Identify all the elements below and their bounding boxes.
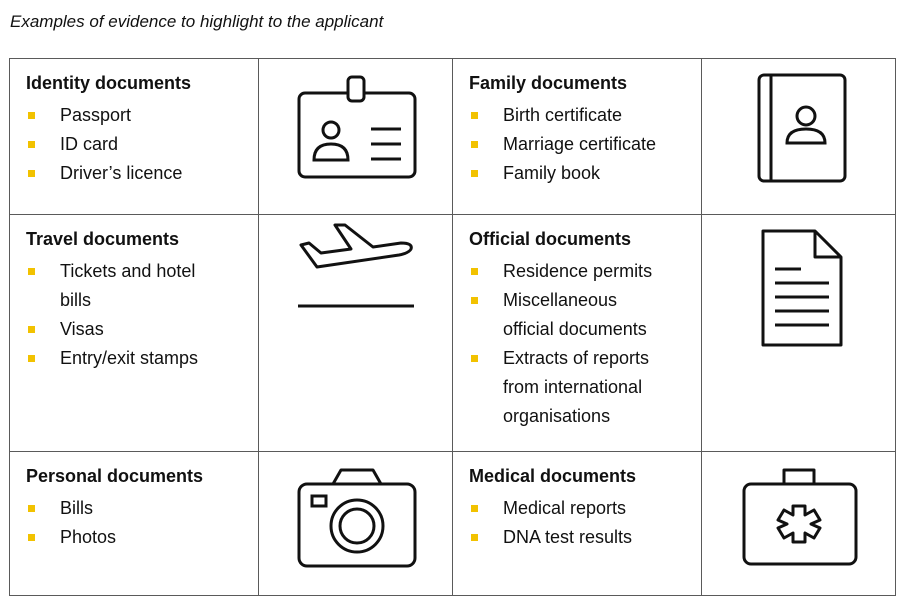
category-cell — [10, 215, 259, 452]
icon-cell — [259, 452, 453, 596]
category-title: Medical documents — [469, 466, 637, 486]
category-title: Travel documents — [26, 229, 180, 249]
item-list — [469, 257, 701, 431]
airplane-takeoff-icon — [291, 215, 421, 315]
list-item: Passport — [26, 101, 258, 130]
medical-kit-icon — [734, 452, 864, 570]
list-item: Driver’s licence — [26, 159, 258, 188]
list-item: Entry/exit stamps — [26, 344, 258, 373]
icon-cell — [702, 452, 896, 596]
list-item: Visas — [26, 315, 258, 344]
category-cell — [453, 452, 702, 596]
list-item: Extracts of reports from international organisations — [469, 344, 678, 431]
item-list — [469, 494, 701, 552]
table-row — [10, 452, 896, 596]
list-item: Medical reports — [469, 494, 701, 523]
evidence-table — [9, 58, 896, 596]
list-item: Miscellaneous official documents — [469, 286, 663, 344]
icon-cell — [259, 215, 453, 452]
category-cell — [453, 59, 702, 215]
icon-cell — [259, 59, 453, 215]
caption: Examples of evidence to highlight to the applicant — [10, 12, 384, 31]
category-cell — [10, 59, 259, 215]
table-row — [10, 59, 896, 215]
list-item: Tickets and hotel bills — [26, 257, 210, 315]
camera-icon — [291, 452, 421, 572]
icon-cell — [702, 59, 896, 215]
list-item: DNA test results — [469, 523, 701, 552]
item-list — [26, 494, 258, 552]
item-list — [26, 101, 258, 188]
category-cell — [10, 452, 259, 596]
category-title: Personal documents — [26, 466, 204, 486]
table-row — [10, 215, 896, 452]
category-title: Identity documents — [26, 73, 192, 93]
document-icon — [749, 215, 849, 349]
list-item: Marriage certificate — [469, 130, 701, 159]
list-item: Bills — [26, 494, 258, 523]
list-item: ID card — [26, 130, 258, 159]
item-list — [469, 101, 701, 188]
list-item: Photos — [26, 523, 258, 552]
id-badge-icon — [291, 59, 421, 179]
list-item: Family book — [469, 159, 701, 188]
icon-cell — [702, 215, 896, 452]
list-item: Birth certificate — [469, 101, 701, 130]
category-cell — [453, 215, 702, 452]
category-title: Family documents — [469, 73, 628, 93]
family-book-icon — [749, 59, 849, 183]
item-list — [26, 257, 258, 373]
list-item: Residence permits — [469, 257, 701, 286]
category-title: Official documents — [469, 229, 632, 249]
